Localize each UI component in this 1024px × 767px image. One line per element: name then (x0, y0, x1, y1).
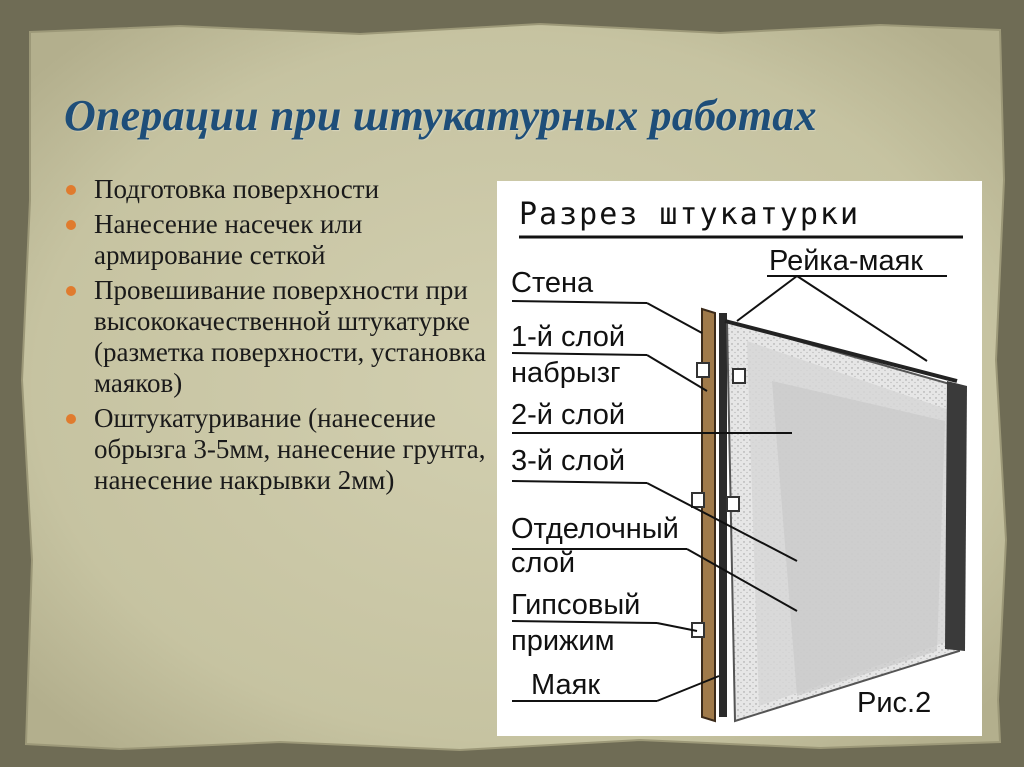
fastener-square (697, 363, 709, 377)
bullet-item (66, 209, 486, 271)
label-gypsum: Гипсовый (511, 589, 641, 621)
bullet-dot-icon (66, 220, 76, 230)
label-layer2: 2-й слой (511, 399, 626, 431)
plaster-layer-3 (772, 381, 945, 696)
figure-caption: Рис.2 (857, 687, 932, 719)
bullet-item (66, 174, 486, 205)
label-beacon-rail: Рейка-маяк (769, 245, 923, 277)
label-gypsum-clamp: прижим (511, 625, 615, 657)
bullet-dot-icon (66, 185, 76, 195)
slide-title: Операции при штукатурных работах (64, 91, 817, 140)
bullet-list (66, 174, 486, 500)
label-layer3: 3-й слой (511, 445, 626, 477)
bullet-dot-icon (66, 286, 76, 296)
label-finish-layer: Отделочный (511, 513, 679, 545)
fastener-square (733, 369, 745, 383)
bullet-text: Провешивание поверхности при высококачественной штукатурке (разметка поверхности, установка маяков) (94, 275, 486, 398)
fastener-square (692, 493, 704, 507)
label-wall: Стена (511, 267, 594, 299)
bullet-text: Оштукатуривание (нанесение обрызга 3-5мм, нанесение грунта, нанесение накрывки 2мм) (94, 403, 486, 495)
plaster-section-figure (497, 181, 982, 736)
bullet-item (66, 275, 486, 399)
label-layer1: 1-й слой (511, 321, 626, 353)
right-edge-strip (945, 381, 967, 651)
fastener-square (727, 497, 739, 511)
figure-heading: Разрез штукатурки (519, 197, 861, 232)
label-finish-layer-2: слой (511, 547, 576, 579)
label-layer1-spatter: набрызг (511, 357, 621, 389)
bullet-dot-icon (66, 414, 76, 424)
bullet-item (66, 403, 486, 496)
label-beacon: Маяк (531, 669, 601, 701)
bullet-text: Нанесение насечек или армирование сеткой (94, 209, 363, 270)
bullet-text: Подготовка поверхности (94, 174, 380, 204)
beacon-rail (719, 313, 727, 717)
